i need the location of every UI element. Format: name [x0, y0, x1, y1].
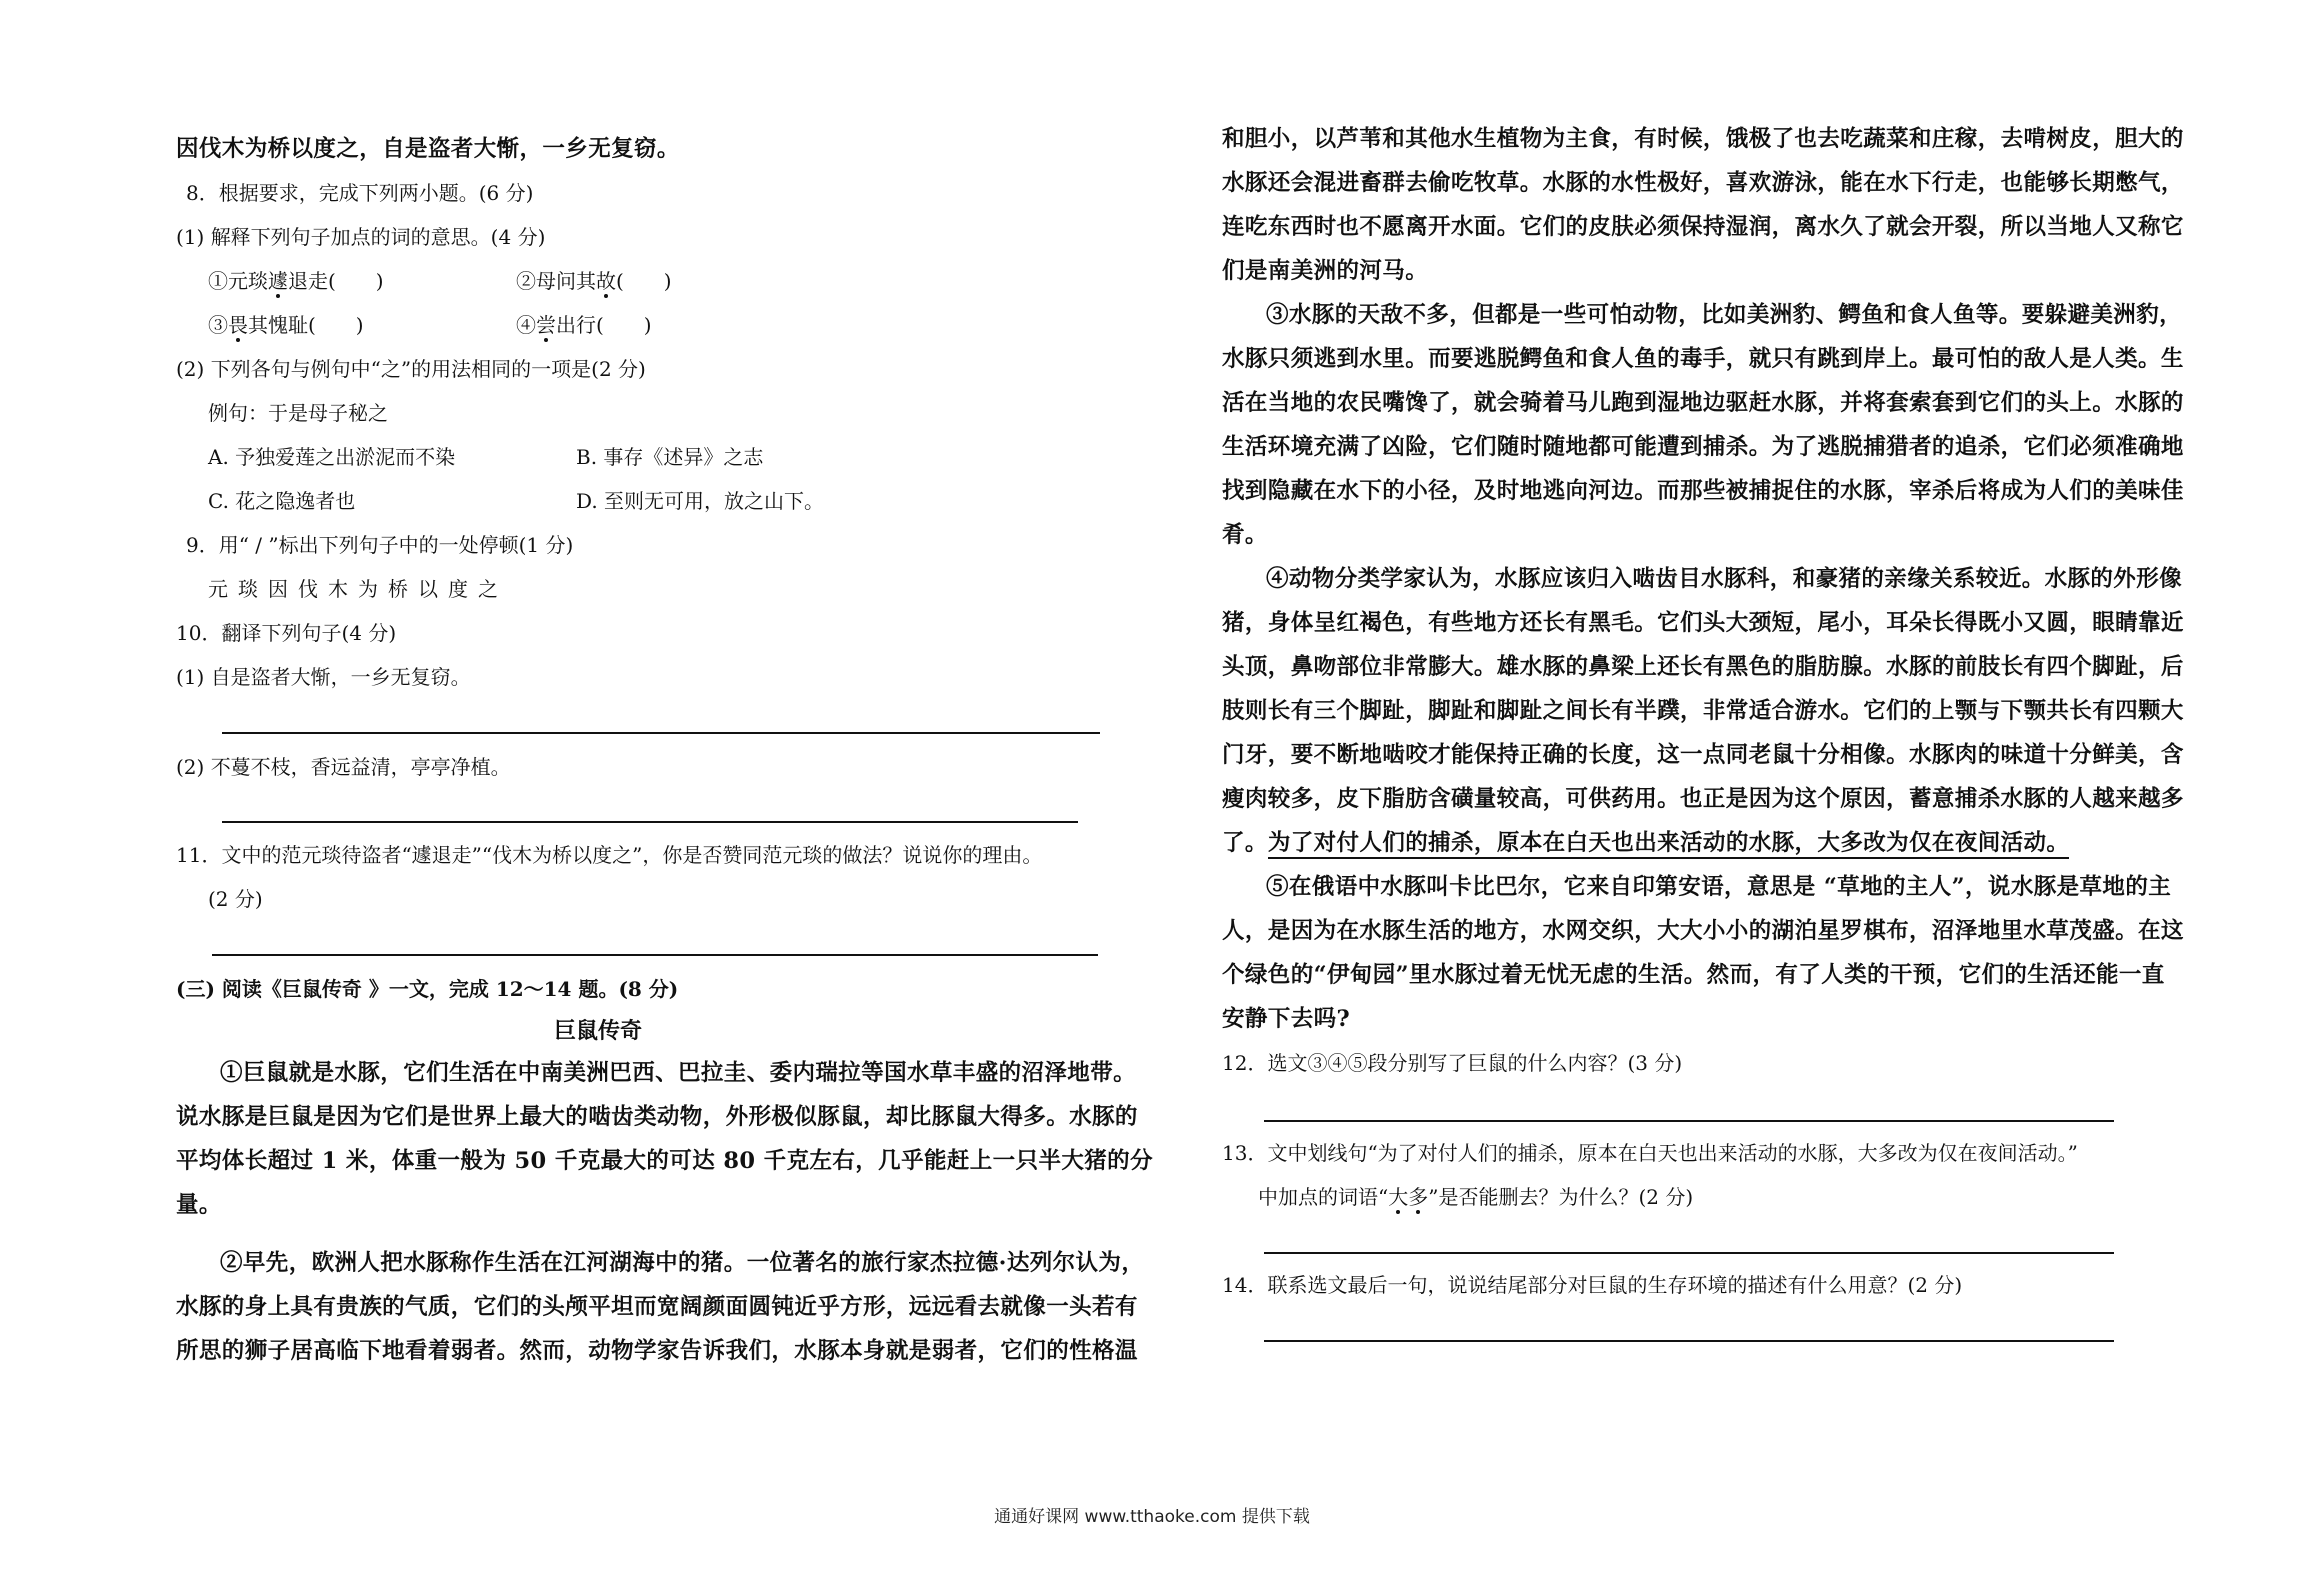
question-10-sentence-2: (2) 不蔓不枝，香远益清，亭亭净植。	[176, 755, 511, 779]
underlined-sentence: 为了对付人们的捕杀，原本在白天也出来活动的水豚，大多改为仅在夜间活动。	[1268, 830, 2070, 859]
option-c: C. 花之隐逸者也	[208, 489, 356, 513]
paragraph-2-cont-line: 们是南美洲的河马。	[1222, 258, 1429, 284]
example-sentence: 例句：于是母子秘之	[208, 401, 388, 425]
paragraph-4-last-line	[1222, 828, 2069, 858]
paragraph-5-line: 人，是因为在水豚生活的地方，水网交织，大大小小的湖泊星罗棋布，沼泽地里水草茂盛。在这	[1222, 918, 2184, 944]
emphasis-dot-char: 遽	[268, 269, 288, 293]
paragraph-2-cont-line: 水豚还会混进畜群去偷吃牧草。水豚的水性极好，喜欢游泳，能在水下行走，也能够长期憋气，	[1222, 170, 2184, 196]
paragraph-5-line: 个绿色的“伊甸园”里水豚过着无忧无虑的生活。然而，有了人类的干预，它们的生活还能一直	[1222, 962, 2165, 988]
emphasis-dot-char: 多	[1408, 1185, 1429, 1209]
word-item-text: ②母问其	[516, 269, 596, 293]
word-item-2	[516, 266, 672, 296]
paragraph-4-last-text: 了。	[1222, 830, 1268, 856]
question-9-sentence: 元琰因伐木为桥以度之	[208, 577, 508, 601]
paragraph-4-line: 门牙，要不断地啮咬才能保持正确的长度，这一点同老鼠十分相像。水豚肉的味道十分鲜美，含	[1222, 742, 2184, 768]
word-item-1	[208, 266, 384, 296]
option-a: A. 予独爱莲之出淤泥而不染	[208, 445, 456, 469]
paragraph-4-line: 肢则长有三个脚趾，脚趾和脚趾之间长有半蹼，非常适合游水。它们的上颚与下颚共长有四颗大	[1222, 698, 2184, 724]
question-14: 14．联系选文最后一句，说说结尾部分对巨鼠的生存环境的描述有什么用意？(2 分)	[1222, 1273, 1963, 1297]
word-item-text: ①元琰	[208, 269, 268, 293]
section-3-heading: (三) 阅读《巨鼠传奇 》一文，完成 12～14 题。(8 分)	[176, 977, 679, 1001]
paragraph-2-line: 所思的狮子居高临下地看着弱者。然而，动物学家告诉我们，水豚本身就是弱者，它们的性格温	[176, 1338, 1138, 1364]
paragraph-1-line: 说水豚是巨鼠是因为它们是世界上最大的啮齿类动物，外形极似豚鼠，却比豚鼠大得多。水豚的	[176, 1104, 1138, 1130]
word-item-blank: 出行( )	[556, 313, 652, 337]
paragraph-1-line: 平均体长超过 1 米，体重一般为 50 千克最大的可达 80 千克左右，几乎能赶上一只半大猪的分	[176, 1148, 1153, 1174]
word-item-blank: ( )	[616, 269, 672, 293]
paragraph-3-line: 找到隐藏在水下的小径，及时地逃向河边。而那些被捕捉住的水豚，宰杀后将成为人们的美味佳	[1222, 478, 2184, 504]
question-13-text: 中加点的词语“	[1258, 1185, 1389, 1209]
question-10-title: 10．翻译下列句子(4 分)	[176, 621, 397, 645]
answer-line	[1264, 1120, 2114, 1122]
emphasis-dot-char: 大	[1388, 1185, 1409, 1209]
answer-line	[212, 954, 1098, 956]
question-11-text: 11．文中的范元琰待盗者“遽退走”“伐木为桥以度之”，你是否赞同范元琰的做法？说说你的理由。	[176, 843, 1043, 867]
question-9-title: 9．用“ / ”标出下列句子中的一处停顿(1 分)	[186, 533, 574, 557]
question-13-line-1: 13．文中划线句“为了对付人们的捕杀，原本在白天也出来活动的水豚，大多改为仅在夜间活动。”	[1222, 1141, 2078, 1165]
question-11-score: (2 分)	[208, 887, 263, 911]
word-item-text: ④	[516, 313, 536, 337]
paragraph-2-cont-line: 连吃东西时也不愿离开水面。它们的皮肤必须保持湿润，离水久了就会开裂，所以当地人又称它	[1222, 214, 2184, 240]
paragraph-5-line: 安静下去吗?	[1222, 1006, 1351, 1032]
word-item-text: ③	[208, 313, 228, 337]
page-footer: 通通好课网 www.tthaoke.com 提供下载	[994, 1507, 1310, 1527]
paragraph-4-line: 猪，身体呈红褐色，有些地方还长有黑毛。它们头大颈短，尾小，耳朵长得既小又圆，眼睛靠近	[1222, 610, 2184, 636]
question-12: 12．选文③④⑤段分别写了巨鼠的什么内容？(3 分)	[1222, 1051, 1683, 1075]
paragraph-3-line: 肴。	[1222, 522, 1268, 548]
word-item-blank: 其愧耻( )	[248, 313, 364, 337]
answer-line	[222, 732, 1100, 734]
option-b: B. 事存《述异》之志	[576, 445, 764, 469]
option-d: D. 至则无可用，放之山下。	[576, 489, 825, 513]
emphasis-dot-char: 畏	[228, 313, 248, 337]
question-8-part-2: (2) 下列各句与例句中“之”的用法相同的一项是(2 分)	[176, 357, 646, 381]
question-8-part-1: (1) 解释下列句子加点的词的意思。(4 分)	[176, 225, 546, 249]
question-8-title: 8．根据要求，完成下列两小题。(6 分)	[186, 181, 534, 205]
passage-end-line: 因伐木为桥以度之，自是盗者大惭，一乡无复窃。	[176, 136, 680, 162]
emphasis-dot-char: 尝	[536, 313, 556, 337]
question-13-line-2	[1258, 1182, 1693, 1212]
paragraph-4-line: ④动物分类学家认为，水豚应该归入啮齿目水豚科，和豪猪的亲缘关系较近。水豚的外形像	[1266, 566, 2183, 592]
question-13-text: ”是否能删去？为什么？(2 分)	[1428, 1185, 1694, 1209]
article-title: 巨鼠传奇	[554, 1018, 643, 1044]
paragraph-5-line: ⑤在俄语中水豚叫卡比巴尔，它来自印第安语，意思是 “草地的主人”，说水豚是草地的主	[1266, 874, 2172, 900]
paragraph-4-line: 头顶，鼻吻部位非常膨大。雄水豚的鼻梁上还长有黑色的脂肪腺。水豚的前肢长有四个脚趾，后	[1222, 654, 2184, 680]
paragraph-2-cont-line: 和胆小，以芦苇和其他水生植物为主食，有时候，饿极了也去吃蔬菜和庄稼，去啃树皮，胆大的	[1222, 126, 2184, 152]
emphasis-dot-char: 故	[596, 269, 616, 293]
paragraph-3-line: 生活环境充满了凶险，它们随时随地都可能遭到捕杀。为了逃脱捕猎者的追杀，它们必须准确地	[1222, 434, 2184, 460]
paragraph-3-line: 水豚只须逃到水里。而要逃脱鳄鱼和食人鱼的毒手，就只有跳到岸上。最可怕的敌人是人类。生	[1222, 346, 2184, 372]
word-item-4	[516, 310, 652, 340]
paragraph-4-line: 瘦肉较多，皮下脂肪含磺量较高，可供药用。也正是因为这个原因，蓄意捕杀水豚的人越来越多	[1222, 786, 2184, 812]
paragraph-2-line: 水豚的身上具有贵族的气质，它们的头颅平坦而宽阔颜面圆钝近乎方形，远远看去就像一头若有	[176, 1294, 1138, 1320]
word-item-blank: 退走( )	[288, 269, 384, 293]
paragraph-2-line: ②早先，欧洲人把水豚称作生活在江河湖海中的猪。一位著名的旅行家杰拉德·达列尔认为，	[220, 1250, 1145, 1276]
paragraph-3-line: ③水豚的天敌不多，但都是一些可怕动物，比如美洲豹、鳄鱼和食人鱼等。要躲避美洲豹，	[1266, 302, 2183, 328]
question-10-sentence-1: (1) 自是盗者大惭，一乡无复窃。	[176, 665, 471, 689]
answer-line	[1264, 1252, 2114, 1254]
paragraph-1-line: 量。	[176, 1192, 222, 1218]
word-item-3	[208, 310, 364, 340]
paragraph-3-line: 活在当地的农民嘴馋了，就会骑着马儿跑到湿地边驱赶水豚，并将套索套到它们的头上。水豚的	[1222, 390, 2184, 416]
answer-line	[222, 821, 1078, 823]
paragraph-1-line: ①巨鼠就是水豚，它们生活在中南美洲巴西、巴拉圭、委内瑞拉等国水草丰盛的沼泽地带。	[220, 1060, 1137, 1086]
answer-line	[1264, 1340, 2114, 1342]
